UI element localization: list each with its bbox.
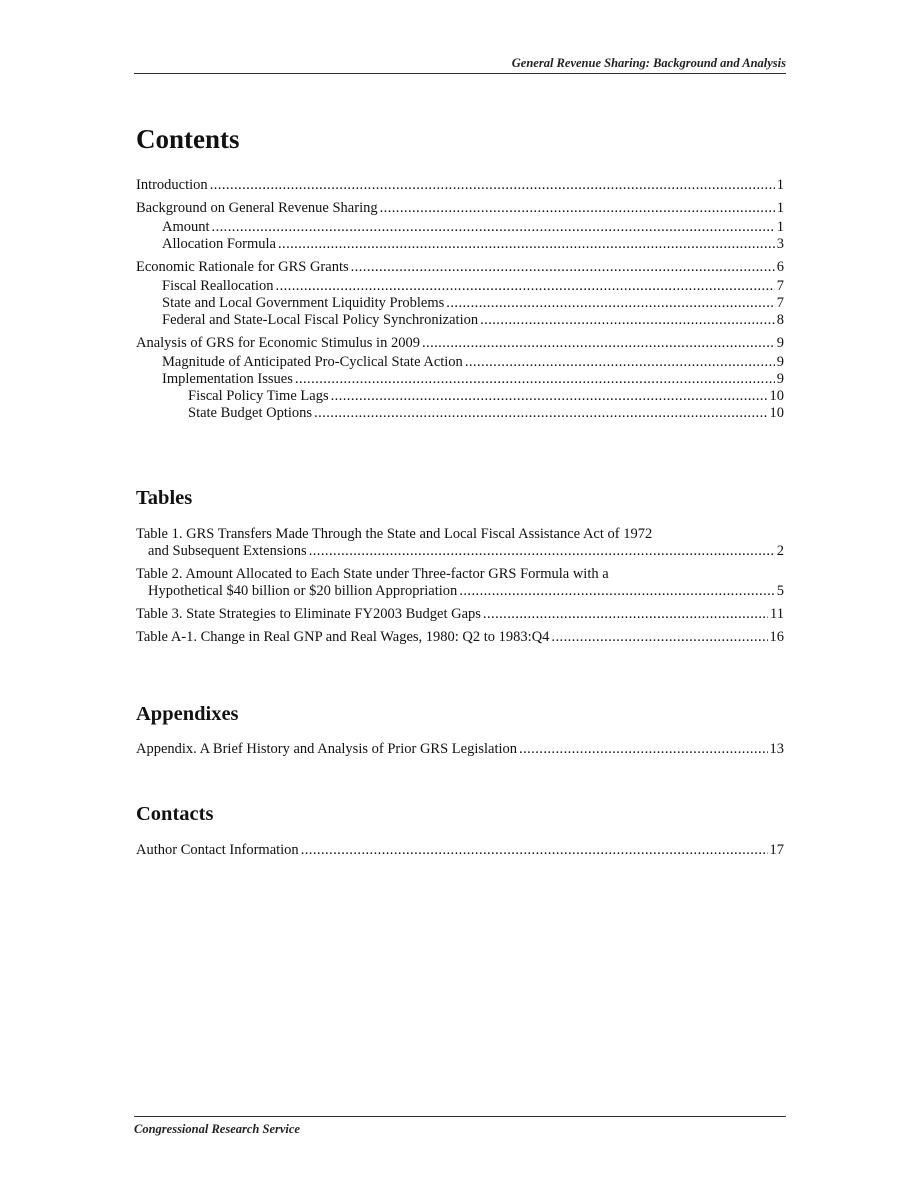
dot-leader (314, 405, 767, 422)
dot-leader (483, 606, 768, 623)
toc-entry[interactable] (136, 236, 784, 253)
contents-heading: Contents (136, 124, 240, 154)
toc-entry-label: Fiscal Policy Time Lags (188, 388, 329, 404)
dot-leader (480, 312, 775, 329)
dot-leader (276, 278, 775, 295)
toc-entry[interactable] (136, 312, 784, 329)
tables-heading: Tables (136, 487, 193, 509)
toc-entry-label: Hypothetical $40 billion or $20 billion Appropriation (148, 583, 458, 599)
toc-entry[interactable] (136, 354, 784, 371)
toc-entry[interactable] (136, 177, 784, 194)
running-header: General Revenue Sharing: Background and Analysis (134, 56, 786, 74)
toc-entry-first-line: Table 2. Amount Allocated to Each State under Three-factor GRS Formula with a (136, 566, 609, 582)
toc-entry-label: Table 3. State Strategies to Eliminate FY2003 Budget Gaps (136, 606, 481, 622)
toc-entry[interactable] (136, 388, 784, 405)
toc-entry[interactable] (136, 295, 784, 312)
dot-leader (380, 200, 775, 217)
toc-entry-page: 11 (770, 606, 784, 622)
toc-entry-page: 7 (776, 278, 784, 294)
toc-entry-label: and Subsequent Extensions (148, 543, 307, 559)
dot-leader (295, 371, 775, 388)
toc-entry-label: Allocation Formula (162, 236, 276, 252)
dot-leader (446, 295, 774, 312)
toc-entry-page: 9 (776, 354, 784, 370)
toc-entry-page: 10 (769, 388, 784, 404)
toc-entry-label: Magnitude of Anticipated Pro-Cyclical State Action (162, 354, 463, 370)
toc-entry-label: Fiscal Reallocation (162, 278, 274, 294)
toc-entry-page: 1 (776, 200, 784, 216)
dot-leader (301, 842, 768, 859)
toc-entry[interactable] (136, 259, 784, 276)
dot-leader (331, 388, 768, 405)
toc-entry-label: Table A-1. Change in Real GNP and Real Wages, 1980: Q2 to 1983:Q4 (136, 629, 550, 645)
toc-entry[interactable] (136, 405, 784, 422)
toc-entry-label: State Budget Options (188, 405, 313, 421)
toc-entry-page: 8 (776, 312, 784, 328)
toc-entry[interactable] (136, 278, 784, 295)
dot-leader (278, 236, 775, 253)
tables-list (136, 526, 784, 646)
toc-entry-label: Background on General Revenue Sharing (136, 200, 378, 216)
toc-entry-label: Analysis of GRS for Economic Stimulus in 2009 (136, 335, 420, 351)
dot-leader (422, 335, 775, 352)
toc-entry[interactable] (136, 629, 784, 646)
toc-entry-page: 1 (776, 219, 784, 235)
toc-entry[interactable] (136, 335, 784, 352)
toc-entry[interactable] (136, 606, 784, 623)
dot-leader (551, 629, 767, 646)
toc-entry-label: Federal and State-Local Fiscal Policy Synchronization (162, 312, 479, 328)
toc-entry-page: 10 (769, 405, 784, 421)
toc-entry[interactable] (136, 566, 784, 600)
appendixes-heading: Appendixes (136, 703, 239, 725)
dot-leader (210, 177, 775, 194)
running-footer: Congressional Research Service (134, 1116, 786, 1137)
toc-entry-label: Amount (162, 219, 210, 235)
toc-entry-label: Author Contact Information (136, 842, 299, 858)
dot-leader (351, 259, 775, 276)
toc-entry-label: Appendix. A Brief History and Analysis of Prior GRS Legislation (136, 741, 518, 757)
toc-entry-label: Implementation Issues (162, 371, 293, 387)
toc-entry-page: 9 (776, 335, 784, 351)
toc-entry-page: 2 (776, 543, 784, 559)
toc-entry[interactable] (136, 741, 784, 758)
toc-entry-page: 5 (776, 583, 784, 599)
contacts-list (136, 842, 784, 859)
toc-entry[interactable] (136, 200, 784, 217)
toc-entry-page: 7 (776, 295, 784, 311)
toc-entry-page: 3 (776, 236, 784, 252)
toc-entry-page: 17 (769, 842, 784, 858)
toc-entry-page: 6 (776, 259, 784, 275)
toc-entry-label: Introduction (136, 177, 208, 193)
toc-entry-page: 9 (776, 371, 784, 387)
dot-leader (212, 219, 775, 236)
dot-leader (465, 354, 775, 371)
dot-leader (309, 543, 775, 560)
toc-entry[interactable] (136, 526, 784, 560)
dot-leader (519, 741, 767, 758)
toc-entry-label: Economic Rationale for GRS Grants (136, 259, 349, 275)
toc-entry[interactable] (136, 371, 784, 388)
contents-list (136, 177, 784, 422)
toc-entry[interactable] (136, 842, 784, 859)
toc-entry-first-line: Table 1. GRS Transfers Made Through the State and Local Fiscal Assistance Act of 1972 (136, 526, 653, 542)
toc-entry-page: 16 (769, 629, 784, 645)
dot-leader (459, 583, 774, 600)
toc-entry-label: State and Local Government Liquidity Problems (162, 295, 445, 311)
contacts-heading: Contacts (136, 803, 214, 825)
toc-entry[interactable] (136, 219, 784, 236)
appendixes-list (136, 741, 784, 758)
toc-entry-page: 1 (776, 177, 784, 193)
toc-entry-continuation (136, 583, 784, 600)
toc-entry-continuation (136, 543, 784, 560)
toc-entry-page: 13 (769, 741, 784, 757)
